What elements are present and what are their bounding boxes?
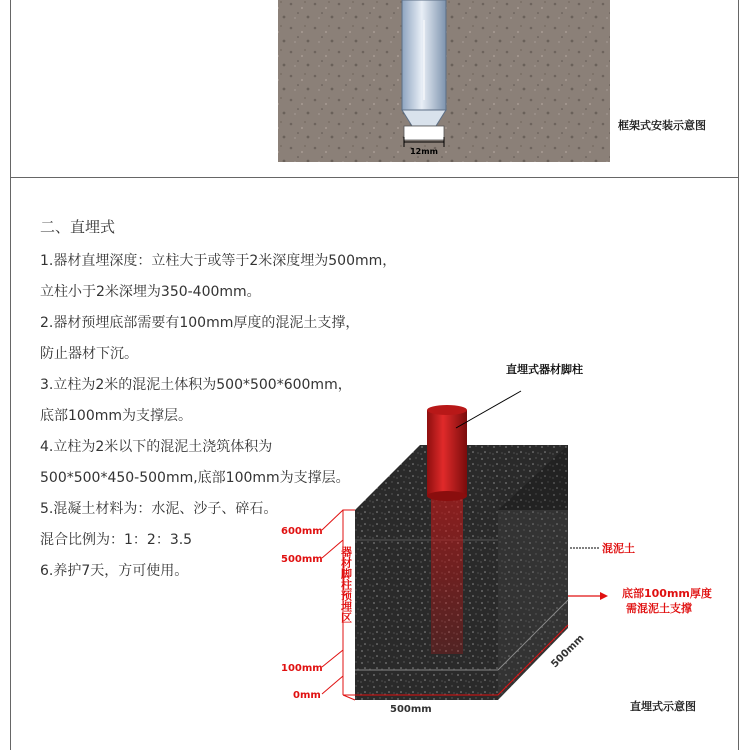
- text-line-2: 立柱小于2米深埋为350-400mm。: [40, 284, 261, 300]
- text-line-5: 3.立柱为2米的混泥土体积为500*500*600mm，: [40, 377, 352, 393]
- direct-burial-caption: 直埋式示意图: [630, 700, 696, 713]
- text-line-8: 500*500*450-500mm,底部100mm为支撑层。: [40, 470, 350, 486]
- zone-label: 器材脚柱预埋区: [339, 546, 353, 623]
- level-label-500: 500mm: [281, 554, 323, 565]
- text-line-7: 4.立柱为2米以下的混泥土浇筑体积为: [40, 439, 273, 455]
- pillar: [427, 410, 467, 496]
- level-label-100: 100mm: [281, 663, 323, 674]
- text-line-11: 6.养护7天，方可使用。: [40, 563, 189, 579]
- level-label-600: 600mm: [281, 526, 323, 537]
- level-label-0: 0mm: [293, 690, 321, 701]
- section-title: 二、直埋式: [40, 218, 116, 236]
- dimension-label: 12mm: [410, 147, 438, 156]
- concrete-label: 混泥土: [602, 542, 635, 555]
- text-line-4: 防止器材下沉。: [40, 346, 138, 362]
- base-label-line1: 底部100mm厚度: [622, 587, 712, 600]
- text-line-9: 5.混凝土材料为：水泥、沙子、碎石。: [40, 501, 278, 517]
- pillar-label: 直埋式器材脚柱: [506, 363, 583, 376]
- width-label: 500mm: [390, 704, 432, 715]
- text-line-6: 底部100mm为支撑层。: [40, 408, 192, 424]
- frame-install-caption: 框架式安装示意图: [618, 119, 706, 132]
- depth-label: 500mm: [549, 632, 587, 671]
- text-line-3: 2.器材预埋底部需要有100mm厚度的混泥土支撑，: [40, 315, 360, 331]
- text-line-10: 混合比例为：1：2：3.5: [40, 532, 193, 548]
- base-label-line2: 需混泥土支撑: [626, 602, 692, 615]
- concrete-front-face: [355, 510, 498, 700]
- text-line-1: 1.器材直埋深度：立柱大于或等于2米深度埋为500mm，: [40, 253, 397, 269]
- embedded-pillar: [431, 478, 463, 654]
